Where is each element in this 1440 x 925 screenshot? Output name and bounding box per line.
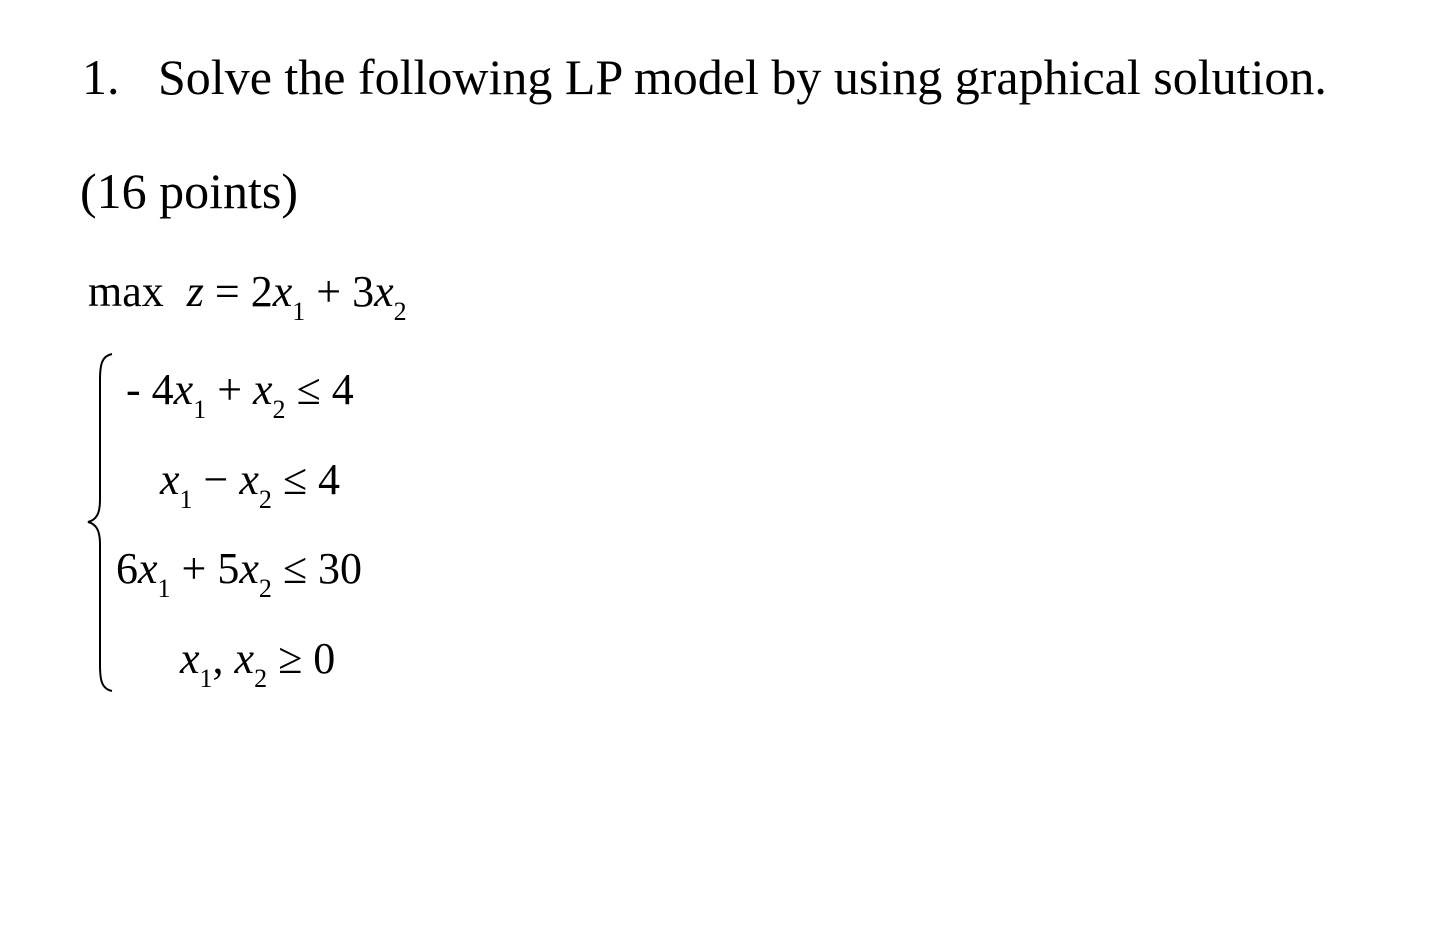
constraint-2-var1: x xyxy=(160,455,180,504)
constraint-1-operator: + xyxy=(217,365,243,414)
objective-var2: x xyxy=(374,267,394,316)
constraint-2-sub2: 2 xyxy=(258,485,272,514)
constraint-brace xyxy=(84,350,124,695)
question-text: Solve the following LP model by using graphical solution. xyxy=(158,49,1327,105)
question-title xyxy=(82,49,1327,105)
constraint-1 xyxy=(126,365,354,424)
constraint-3-sub2: 2 xyxy=(258,574,272,603)
constraint-3-rhs: 30 xyxy=(318,544,363,593)
constraint-4-var2: x xyxy=(234,634,255,683)
objective-operator: + xyxy=(316,267,342,316)
constraint-1-coef1: - 4 xyxy=(126,365,174,414)
question-number: 1. xyxy=(82,49,120,105)
constraint-1-relation: ≤ xyxy=(296,365,321,414)
constraint-2-var2: x xyxy=(239,455,259,504)
constraint-3-sub1: 1 xyxy=(157,574,171,603)
objective-sense: max xyxy=(88,267,164,316)
constraint-4-var1: x xyxy=(180,634,200,683)
constraint-3 xyxy=(116,544,363,603)
objective-var1: x xyxy=(272,267,293,316)
constraint-3-var2: x xyxy=(239,544,259,593)
constraint-4-separator: , xyxy=(212,634,224,683)
constraint-4-rhs: 0 xyxy=(313,634,336,683)
constraint-2-rhs: 4 xyxy=(318,455,341,504)
constraint-3-relation: ≤ xyxy=(282,544,308,593)
constraint-1-var2: x xyxy=(253,365,273,414)
objective-coef1: 2 xyxy=(250,267,273,316)
constraint-4-relation: ≥ xyxy=(278,634,303,683)
objective-function xyxy=(88,267,407,326)
constraint-3-coef2: 5 xyxy=(217,544,240,593)
constraint-1-sub2: 2 xyxy=(272,395,286,424)
constraint-1-var1: x xyxy=(173,365,194,414)
objective-sub1: 1 xyxy=(292,297,306,326)
constraint-3-operator: + xyxy=(181,544,207,593)
constraint-4-sub2: 2 xyxy=(254,664,268,693)
constraint-4-sub1: 1 xyxy=(199,664,213,693)
objective-sub2: 2 xyxy=(393,297,407,326)
constraint-2 xyxy=(160,455,341,514)
constraint-2-operator: − xyxy=(203,455,229,504)
constraint-2-relation: ≤ xyxy=(282,455,308,504)
objective-variable: z xyxy=(186,267,204,316)
constraint-1-sub1: 1 xyxy=(193,395,207,424)
constraint-3-var1: x xyxy=(138,544,158,593)
constraint-4 xyxy=(180,634,336,693)
constraint-1-rhs: 4 xyxy=(331,365,354,414)
objective-coef2: 3 xyxy=(352,267,375,316)
question-points: (16 points) xyxy=(80,163,299,219)
constraint-2-sub1: 1 xyxy=(179,485,193,514)
constraint-3-coef1: 6 xyxy=(116,544,138,593)
objective-relation: = xyxy=(214,267,240,316)
